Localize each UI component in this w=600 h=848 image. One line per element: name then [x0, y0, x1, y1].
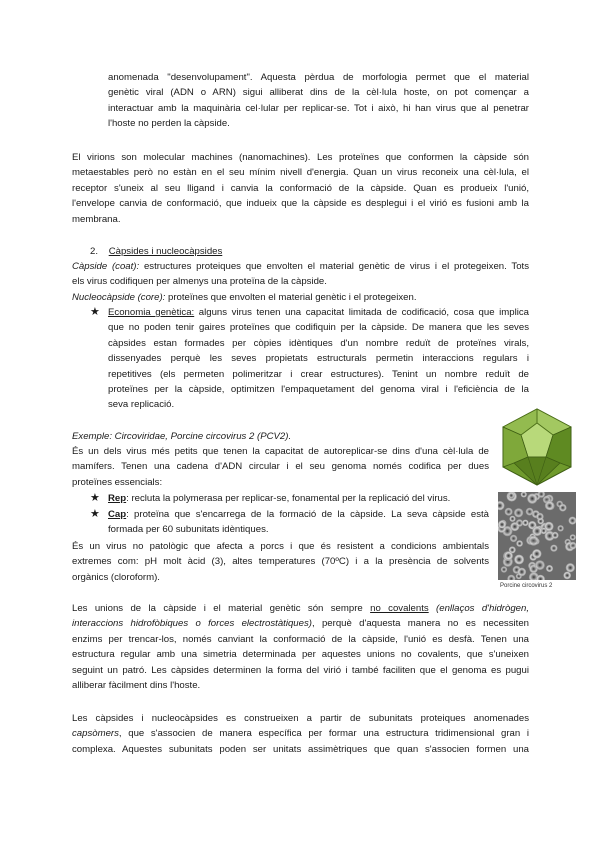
- icosahedron-image: [498, 405, 576, 489]
- virions-line: l'envelope canvia de conformació, que indueix que la càpside es desplegui i el virió es fusioni amb la: [72, 198, 529, 210]
- economia-line: repetitives (els permeten polimeritzar i crear estructures). Tenint un nombre reduït de: [108, 368, 529, 380]
- unions-italic: (enllaços d'hidrògen,: [428, 603, 529, 614]
- example-after-line: extremes com: pH molt àcid (3), altes temperatures (70ºC) i a la presència de solvents: [72, 556, 489, 568]
- economia-line: seva replicació.: [108, 399, 175, 411]
- subunits-text: , que s'associen de manera específica per formar una estructura tridimensional gran i: [118, 728, 529, 740]
- nucleocapside-definition: [72, 290, 529, 305]
- economia-line: proteïnes per la càpside, optimitzen l'empaquetament del genoma viral i l'eficiència de la: [108, 384, 529, 396]
- virus-particle: [516, 519, 523, 526]
- virus-particle: [559, 504, 567, 512]
- star-bullet-icon: ★: [90, 492, 100, 504]
- virions-line: receptor s'uneix al seu lligand i canvia la conformació de la càpside. Quan es produeix l'unió,: [72, 182, 529, 194]
- virions-line: metaestables però no estàn en el seu mínim nivell d'energia. Quan un virus reconeix una cèl·lula, el: [72, 167, 529, 179]
- virus-particle: [557, 525, 563, 531]
- cap-text-line2: formada per 60 subunitats idèntiques.: [108, 524, 269, 536]
- virus-particle: [516, 540, 523, 547]
- unions-line: enzims per trencar-los, només canviant la conformació de la càpside, l'unió es desfà. Tenen una: [72, 633, 529, 645]
- rep-item: [108, 491, 492, 506]
- figure-caption: Porcine circovirus 2: [500, 583, 553, 589]
- example-line: És un dels virus més petits que tenen la capacitat de autoreplicar-se dins d'una cèl·lula de: [72, 446, 489, 457]
- capside-text-line2: els virus codifiquen per almenys una proteïna de la càpside.: [72, 276, 327, 288]
- subunits-paragraph: [72, 711, 529, 757]
- cap-term: Cap: [108, 509, 127, 520]
- virus-particle: [527, 494, 537, 504]
- virus-particle: [498, 521, 506, 529]
- virus-particle: [550, 545, 557, 552]
- section-number: 2.: [90, 246, 99, 257]
- virus-particle: [514, 508, 523, 517]
- virus-particle: [532, 549, 541, 558]
- intro-line: anomenada "desenvolupament". Aquesta pèrdua de morfologia permet que el material: [108, 72, 529, 83]
- capside-definition: [72, 259, 529, 290]
- section-title: Càpsides i nucleocàpsides: [108, 246, 223, 257]
- capside-text: estructures proteiques que envolten el material genètic de virus i el protegeixen. Tots: [139, 261, 529, 272]
- micrograph-image: [498, 492, 576, 580]
- example-paragraph: [72, 444, 489, 490]
- micrograph-figure: [498, 492, 576, 580]
- example-line: proteïnes essencials:: [72, 476, 163, 488]
- unions-line: seguint un patró. Les càpsides determinen la forma del virió i també faciliten que el genoma es pugui: [72, 664, 529, 676]
- virus-particle: [544, 522, 553, 531]
- virus-particle: [505, 508, 513, 516]
- economia-line: que no poden tenir gaires proteïnes que codifiquin per la càpside. De manera que les seves: [108, 322, 529, 334]
- economia-paragraph: [108, 305, 529, 413]
- virus-particle: [570, 534, 576, 540]
- virus-particle: [532, 526, 542, 536]
- virus-particle: [535, 560, 545, 570]
- unions-text-line2: , perquè d'aquesta manera no es necessiten: [311, 618, 529, 630]
- virions-paragraph: [72, 150, 529, 227]
- unions-paragraph: [72, 601, 529, 693]
- virus-particle: [504, 551, 513, 560]
- icosahedron-figure: [498, 405, 576, 489]
- virions-line: El virions son molecular machines (nanomachines). Les proteïnes que conformen la càpside són: [72, 152, 529, 163]
- virus-particle: [545, 501, 554, 510]
- example-after-line: orgànics (cloroform).: [72, 571, 160, 583]
- economia-line: dissenyades perquè les seves propietats estructurals permetin interaccions regulars i: [108, 353, 529, 365]
- nucleocapside-term: Nucleocàpside (core):: [72, 292, 166, 303]
- no-covalents-term: no covalents: [370, 603, 429, 614]
- intro-line: genètic viral (ADN o ARN) sigui alliberat dins de la cèl·lula hoste, on pot començar a: [108, 87, 529, 99]
- virus-particle: [566, 563, 575, 572]
- capsomers-term: capsòmers: [72, 728, 119, 740]
- subunits-line: Les càpsides i nucleocàpsides es construeixen a partir de subunitats proteiques anomenades: [72, 713, 529, 724]
- virus-particle: [510, 535, 517, 542]
- unions-text: Les unions de la càpside i el material genètic són sempre: [72, 603, 371, 614]
- example-after-paragraph: [72, 539, 489, 585]
- virus-particle: [501, 566, 507, 572]
- rep-term: Rep: [108, 493, 127, 504]
- example-after-line: És un virus no patològic que afecta a porcs i que és resistent a condicions ambientals: [72, 541, 489, 552]
- virus-particle: [526, 508, 534, 516]
- virus-particle: [518, 568, 527, 577]
- economia-term: Economia genètica:: [108, 307, 195, 318]
- unions-line: estructura regular amb una simetria determinada per aquestes unions no covalents, que s'uneixen: [72, 649, 529, 661]
- star-bullet-icon: ★: [90, 306, 100, 318]
- economia-line: càpsides estan formades per còpies idèntiques d'un nombre reduït de proteïnes virals,: [108, 337, 529, 349]
- example-heading: Exemple: Circoviridae, Porcine circovirus 2 (PCV2).: [72, 431, 292, 442]
- virus-particle: [536, 513, 544, 521]
- virions-line: membrana.: [72, 213, 121, 225]
- unions-italic-line2: interaccions hidrofòbiques o forces electrostàtiques): [72, 618, 312, 630]
- economia-text: alguns virus tenen una capacitat limitada de codificació, cosa que implica: [194, 307, 530, 318]
- unions-line: alliberar fàcilment dins l'hoste.: [72, 680, 201, 692]
- intro-paragraph: [108, 70, 529, 132]
- cap-item: [108, 507, 489, 538]
- virus-particle: [563, 572, 571, 580]
- virus-particle: [508, 492, 514, 498]
- capside-term: Càpside (coat):: [72, 261, 140, 272]
- virus-particle: [546, 565, 553, 572]
- intro-line: l'hoste no perden la càpside.: [108, 118, 230, 130]
- nucleocapside-text: proteïnes que envolten el material genètic i el protegeixen.: [165, 292, 417, 303]
- section-heading: [90, 244, 390, 259]
- virus-particle: [529, 536, 539, 546]
- intro-line: interactuar amb la maquinària cel·lular per replicar-se. Tot i això, hi han virus que al penetrar: [108, 102, 529, 114]
- star-bullet-icon: ★: [90, 508, 100, 520]
- example-line: mamífers. Tenen una cadena d'ADN circular i el seu genoma només codifica per dues: [72, 461, 489, 473]
- virus-particle: [509, 516, 515, 522]
- cap-text: : proteïna que s'encarrega de la formació de la càpside. La seva càpside està: [126, 509, 489, 520]
- subunits-line: complexa. Aquestes subunitats poden ser unitats assimètriques que quan s'associen formen una: [72, 743, 529, 755]
- rep-text: : recluta la polymerasa per replicar-se, fonamental per la replicació del virus.: [126, 493, 451, 504]
- virus-particle: [514, 555, 524, 565]
- virus-particle: [552, 532, 559, 539]
